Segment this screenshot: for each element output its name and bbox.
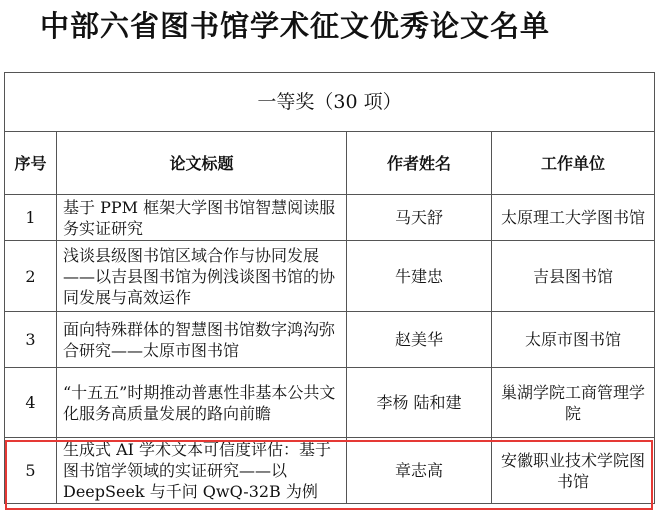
row-author: 牛建忠: [347, 241, 492, 312]
row-org: 太原理工大学图书馆: [492, 195, 655, 241]
row-no: 2: [5, 241, 57, 312]
row-author: 章志高: [347, 438, 492, 504]
row-title: 浅谈县级图书馆区域合作与协同发展——以吉县图书馆为例浅谈图书馆的协同发展与高效运作: [57, 241, 347, 312]
row-title: 面向特殊群体的智慧图书馆数字鸿沟弥合研究——太原市图书馆: [57, 312, 347, 368]
column-header-org: 工作单位: [492, 132, 655, 195]
row-title: “十五五”时期推动普惠性非基本公共文化服务高质量发展的路向前瞻: [57, 368, 347, 438]
section-label: 一等奖（30 项）: [5, 73, 655, 132]
row-org: 巢湖学院工商管理学院: [492, 368, 655, 438]
table-row: [5, 438, 655, 504]
table-row: [5, 312, 655, 368]
award-table: [4, 72, 655, 504]
column-header-author: 作者姓名: [347, 132, 492, 195]
column-header-title: 论文标题: [57, 132, 347, 195]
table-row: [5, 368, 655, 438]
column-header-no: 序号: [5, 132, 57, 195]
row-author: 赵美华: [347, 312, 492, 368]
row-author: 李杨 陆和建: [347, 368, 492, 438]
row-no: 5: [5, 438, 57, 504]
row-author: 马天舒: [347, 195, 492, 241]
row-org: 太原市图书馆: [492, 312, 655, 368]
row-title: 基于 PPM 框架大学图书馆智慧阅读服务实证研究: [57, 195, 347, 241]
row-no: 4: [5, 368, 57, 438]
row-org: 吉县图书馆: [492, 241, 655, 312]
table-row: [5, 195, 655, 241]
row-org: 安徽职业技术学院图书馆: [492, 438, 655, 504]
table-row: [5, 241, 655, 312]
section-header-row: [5, 73, 655, 132]
document-title: 中部六省图书馆学术征文优秀论文名单: [40, 9, 551, 43]
column-header-row: [5, 132, 655, 195]
row-no: 1: [5, 195, 57, 241]
row-no: 3: [5, 312, 57, 368]
row-title: 生成式 AI 学术文本可信度评估：基于图书馆学领域的实证研究——以 DeepSeek 与千问 QwQ-32B 为例: [57, 438, 347, 504]
